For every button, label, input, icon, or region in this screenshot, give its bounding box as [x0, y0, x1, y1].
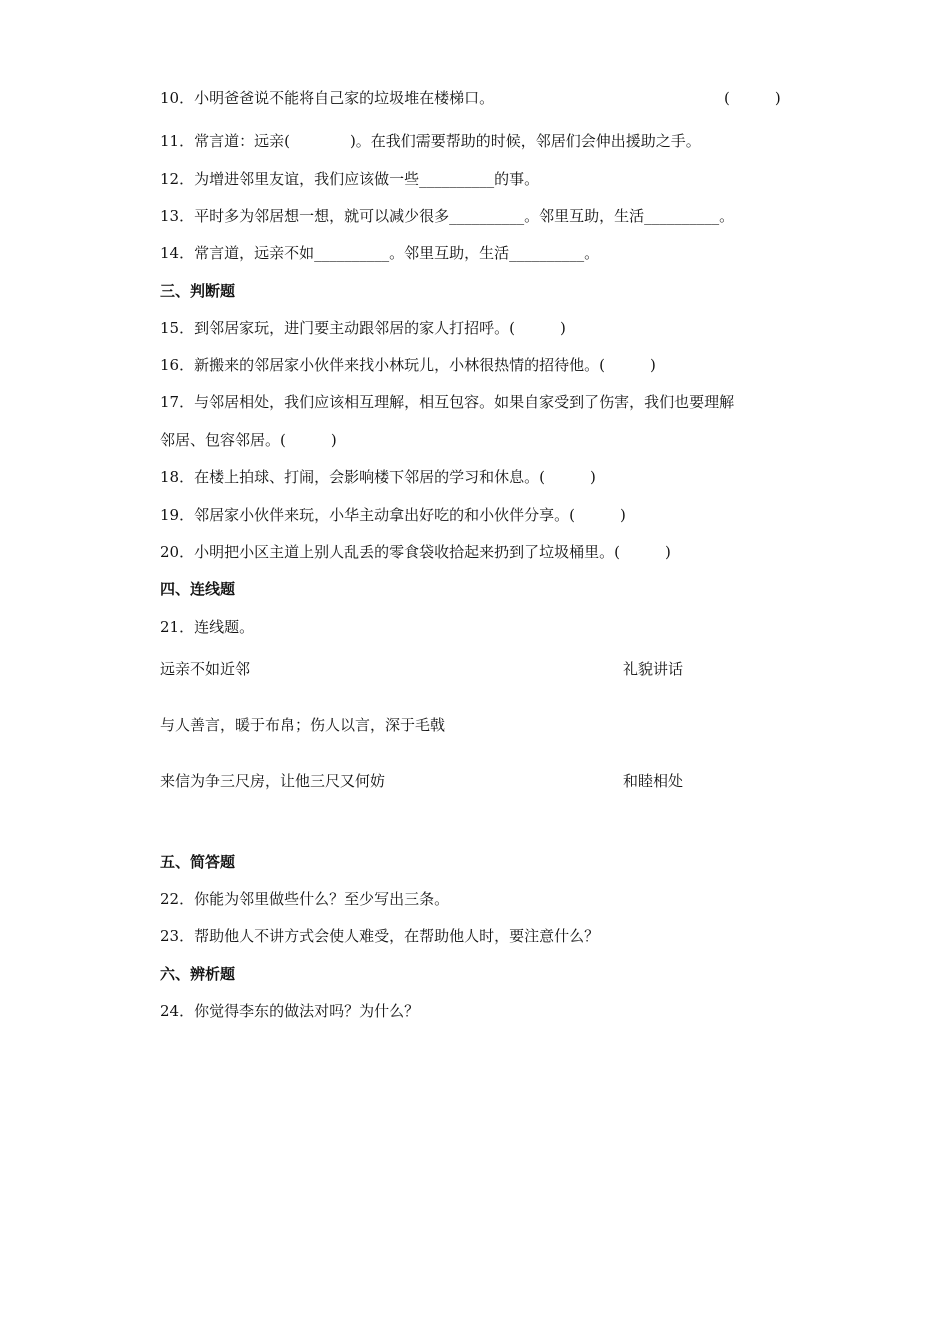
section-heading-6: 六、辨析题	[160, 965, 236, 983]
question-22: 22．你能为邻里做些什么？至少写出三条。	[160, 890, 450, 908]
section-heading-4: 四、连线题	[160, 580, 236, 598]
match-left-2: 与人善言，暖于布帛；伤人以言，深于毛戟	[160, 716, 446, 734]
question-17-line1: 17．与邻居相处，我们应该相互理解，相互包容。如果自家受到了伤害，我们也要理解	[160, 393, 735, 411]
question-15: 15．到邻居家玩，进门要主动跟邻居的家人打招呼。( )	[160, 319, 566, 337]
section-heading-5: 五、简答题	[160, 853, 236, 871]
question-20: 20．小明把小区主道上别人乱丢的零食袋收拾起来扔到了垃圾桶里。( )	[160, 543, 671, 561]
question-10: 10．小明爸爸说不能将自己家的垃圾堆在楼梯口。	[160, 89, 495, 107]
question-19: 19．邻居家小伙伴来玩，小华主动拿出好吃的和小伙伴分享。( )	[160, 506, 626, 524]
match-right-1: 礼貌讲话	[623, 660, 684, 678]
question-11: 11．常言道：远亲( )。在我们需要帮助的时候，邻居们会伸出援助之手。	[160, 132, 701, 150]
match-left-1: 远亲不如近邻	[160, 660, 251, 678]
match-left-3: 来信为争三尺房，让他三尺又何妨	[160, 772, 386, 790]
question-13: 13．平时多为邻居想一想，就可以减少很多__________。邻里互助，生活__________。	[160, 207, 735, 225]
question-16: 16．新搬来的邻居家小伙伴来找小林玩儿，小林很热情的招待他。( )	[160, 356, 656, 374]
section-heading-3: 三、判断题	[160, 282, 236, 300]
question-14: 14．常言道，远亲不如__________。邻里互助，生活__________。	[160, 244, 600, 262]
match-right-3: 和睦相处	[623, 772, 684, 790]
question-18: 18．在楼上拍球、打闹，会影响楼下邻居的学习和休息。( )	[160, 468, 596, 486]
question-17-line2: 邻居、包容邻居。( )	[160, 431, 337, 449]
question-24: 24．你觉得李东的做法对吗？为什么？	[160, 1002, 420, 1020]
question-23: 23．帮助他人不讲方式会使人难受，在帮助他人时，要注意什么？	[160, 927, 600, 945]
question-12: 12．为增进邻里友谊，我们应该做一些__________的事。	[160, 170, 540, 188]
question-21: 21．连线题。	[160, 618, 255, 636]
answer-paren-10: ( )	[724, 89, 781, 107]
